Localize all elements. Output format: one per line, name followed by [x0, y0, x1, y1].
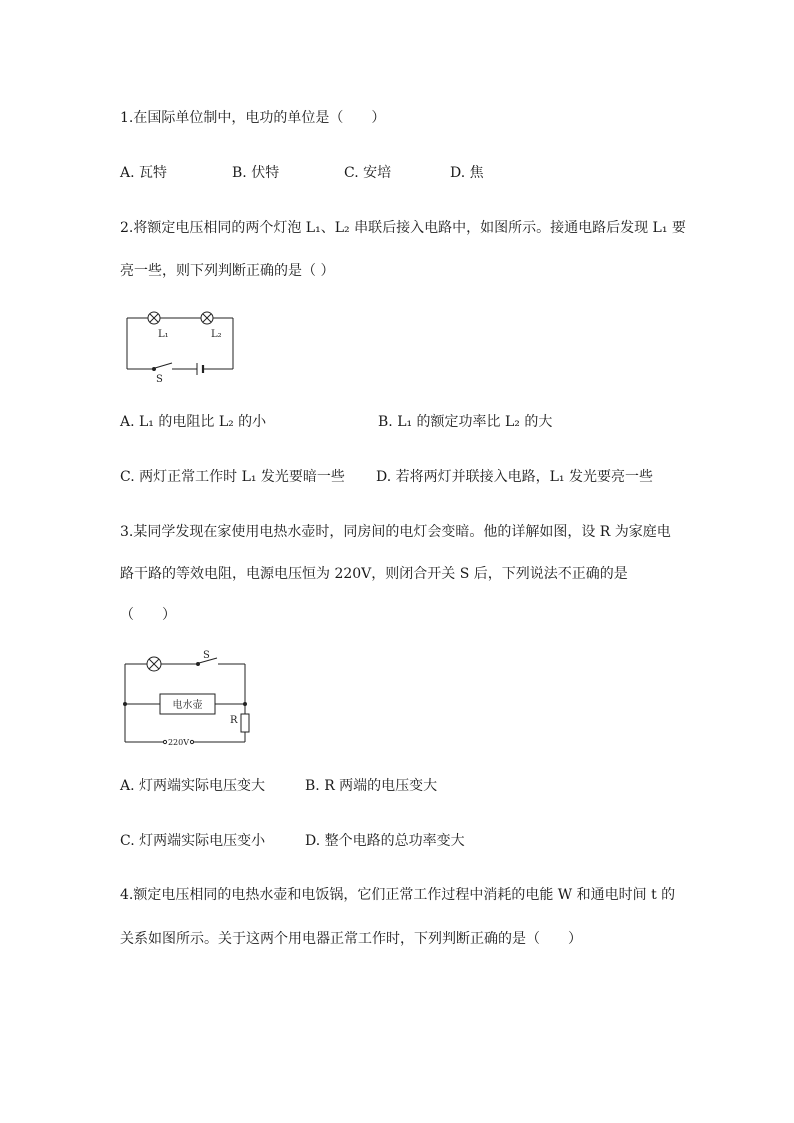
q3-option-c: C. 灯两端实际电压变小	[120, 833, 266, 849]
q2-option-b: B. L₁ 的额定功率比 L₂ 的大	[378, 414, 553, 430]
q2-option-a: A. L₁ 的电阻比 L₂ 的小	[120, 414, 267, 430]
q3-label-source: 220V	[167, 738, 190, 747]
junction-dot	[243, 702, 247, 706]
junction-dot	[123, 702, 127, 706]
q3-label-kettle: 电水壶	[172, 700, 203, 711]
q3-circuit-diagram	[120, 650, 260, 750]
q3-stem-line1: 3.某同学发现在家使用电热水壶时，同房间的电灯会变暗。他的详解如图，设 R 为家庭电	[120, 524, 671, 540]
q2-circuit-diagram	[120, 305, 240, 385]
q2-option-c: C. 两灯正常工作时 L₁ 发光要暗一些	[120, 469, 345, 485]
q4-stem-line1: 4.额定电压相同的电热水壶和电饭锅，它们正常工作过程中消耗的电能 W 和通电时间 t 的	[120, 887, 676, 903]
q3-stem-line2: 路干路的等效电阻，电源电压恒为 220V，则闭合开关 S 后，下列说法不正确的是	[120, 566, 628, 582]
q3-option-b: B. R 两端的电压变大	[305, 778, 438, 794]
q2-label-l2: L₂	[211, 329, 222, 340]
q3-stem-line3: （ ）	[120, 607, 176, 623]
q3-option-d: D. 整个电路的总功率变大	[305, 833, 465, 849]
lamp-icon	[147, 657, 161, 671]
q2-label-l1: L₁	[158, 329, 169, 340]
q3-label-resistor: R	[230, 715, 238, 726]
resistor-icon	[241, 714, 249, 732]
q3-label-switch: S	[203, 650, 210, 661]
lamp-l2-icon	[201, 312, 213, 324]
switch-icon	[153, 363, 173, 371]
q1-option-a: A. 瓦特	[120, 165, 168, 181]
q1-option-d: D. 焦	[450, 165, 484, 181]
terminal-icon	[190, 740, 193, 743]
q1-option-b: B. 伏特	[232, 165, 280, 181]
q2-option-d: D. 若将两灯并联接入电路，L₁ 发光要亮一些	[376, 469, 653, 485]
q4-stem-line2: 关系如图所示。关于这两个用电器正常工作时，下列判断正确的是（ ）	[120, 931, 582, 947]
q1-stem: 1.在国际单位制中，电功的单位是（ ）	[120, 110, 386, 126]
q2-stem-line1: 2.将额定电压相同的两个灯泡 L₁、L₂ 串联后接入电路中，如图所示。接通电路后发现 L₁ 要	[120, 220, 686, 236]
battery-icon	[197, 363, 203, 375]
lamp-l1-icon	[148, 312, 160, 324]
q2-stem-line2: 亮一些，则下列判断正确的是（ ）	[120, 263, 335, 279]
q1-option-c: C. 安培	[344, 165, 392, 181]
terminal-icon	[163, 740, 166, 743]
q2-label-switch: S	[156, 374, 163, 385]
q3-option-a: A. 灯两端实际电压变大	[120, 778, 266, 794]
